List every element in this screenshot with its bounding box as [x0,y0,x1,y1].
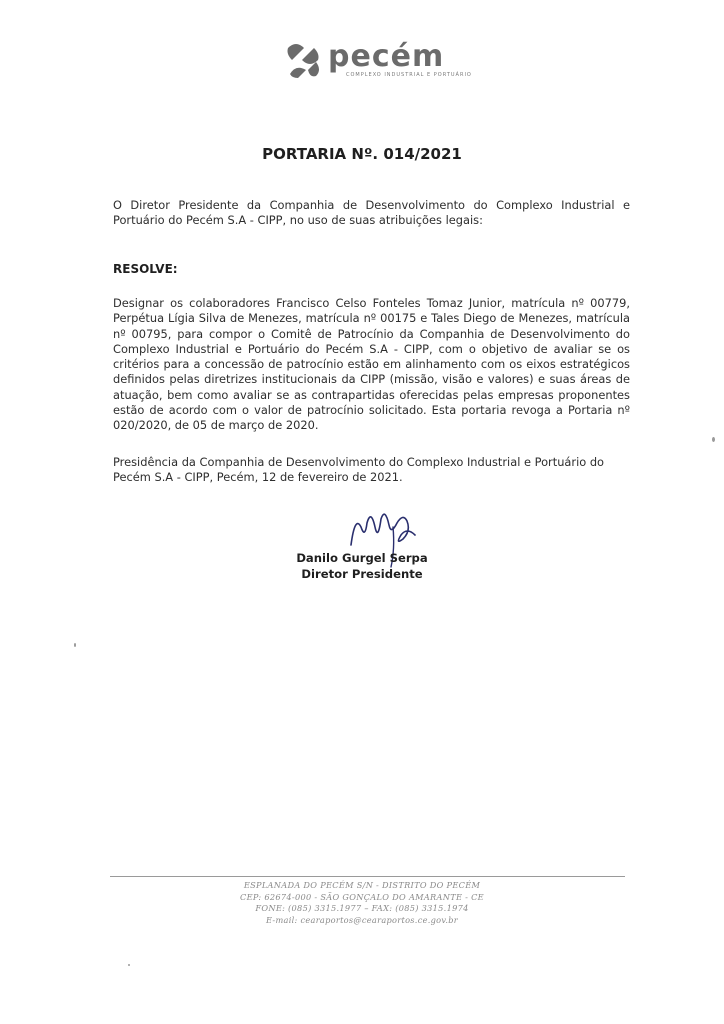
footer-line-phone: FONE: (085) 3315.1977 – FAX: (085) 3315.1974 [255,903,469,913]
logo-wordmark: pecém [328,39,445,74]
footer-divider [110,876,625,877]
intro-paragraph: O Diretor Presidente da Companhia de Desenvolvimento do Complexo Industrial e Portuário do Pecém S.A - CIPP, no uso de suas atribuições legais: [113,198,630,228]
scan-speck [128,964,130,966]
scan-speck [712,437,715,442]
scan-speck [74,643,76,647]
signer-role: Diretor Presidente [301,567,423,581]
closing-paragraph: Presidência da Companhia de Desenvolvimento do Complexo Industrial e Portuário do Pecém S.A - CIPP, Pecém, 12 de fevereiro de 2021. [113,455,605,485]
logo-tagline: COMPLEXO INDUSTRIAL E PORTUÁRIO [346,72,472,78]
footer-line-address: ESPLANADA DO PECÉM S/N - DISTRITO DO PECÉM [243,880,481,890]
resolution-body: Designar os colaboradores Francisco Celso Fonteles Tomaz Junior, matrícula nº 00779, Perpétua Lígia Silva de Menezes, matrícula nº 00175 e Tales Diego de Menezes, matrícula nº 00795, para compor o Comitê de Patrocínio da Companhia de Desenvolvimento do Complexo Industrial e Portuário do Pecém S.A - CIPP, com o objetivo de avaliar se os critérios para a concessão de patrocínio estão em alinhamento com os eixos estratégicos definidos pelas diretrizes institucionais da CIPP (missão, visão e valores) e suas áreas de atuação, bem como avaliar se as contrapartidas oferecidas pelas empresas proponentes estão de acordo com o valor de patrocínio solicitado. Esta portaria revoga a Portaria nº 020/2020, de 05 de março de 2020. [113,296,630,433]
resolve-heading: RESOLVE: [113,262,178,276]
pecem-logo [282,39,472,84]
pecem-logo-mark-icon [282,40,324,80]
document-title: PORTARIA Nº. 014/2021 [262,145,462,163]
footer-line-email: E-mail: cearaportos@cearaportos.ce.gov.br [265,914,459,925]
footer-line-cep: CEP: 62674-000 - SÃO GONÇALO DO AMARANTE - CE [240,891,484,902]
signer-block [0,550,724,582]
signer-name: Danilo Gurgel Serpa [296,551,428,565]
footer-address [0,880,724,926]
